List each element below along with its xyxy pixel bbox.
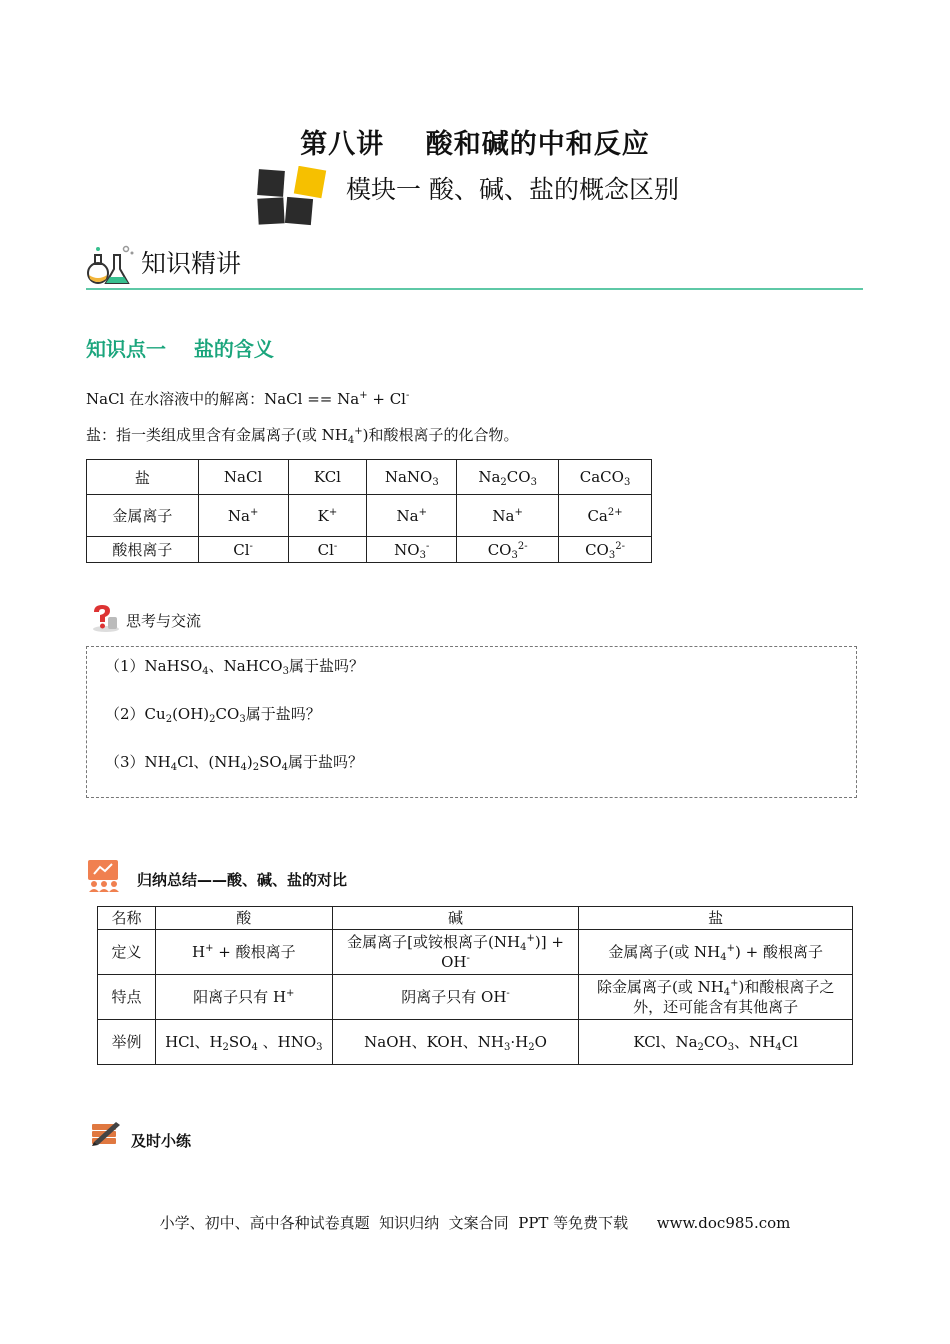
salt-definition: 盐：指一类组成里含有金属离子(或 $NH_4^+$)和酸根离子的化合物。 bbox=[86, 426, 519, 446]
acid-base-salt-table bbox=[97, 906, 853, 1065]
table-header-cell: 名称 bbox=[98, 907, 156, 930]
table-row bbox=[98, 975, 853, 1020]
question-3: $(3)NH_4Cl$、$(NH_4)_2SO_4$属于盐吗？ bbox=[105, 753, 364, 773]
table-row bbox=[98, 930, 853, 975]
table-cell: NaOH、KOH、$NH_3\cdot H_2O$ bbox=[332, 1020, 579, 1065]
question-mark-icon bbox=[88, 603, 120, 633]
flask-icon bbox=[86, 243, 136, 287]
table-cell: Na+ bbox=[367, 495, 457, 537]
table-cell: 阴离子只有 OH- bbox=[332, 975, 579, 1020]
table-header-cell: 碱 bbox=[332, 907, 579, 930]
row-label: 特点 bbox=[98, 975, 156, 1020]
table-header-cell: KCl bbox=[288, 460, 367, 495]
table-cell: Cl- bbox=[288, 537, 367, 563]
module-title: 模块一 酸、碱、盐的概念区别 bbox=[346, 175, 679, 204]
row-label: 举例 bbox=[98, 1020, 156, 1065]
table-cell: 金属离子[或铵根离子$(NH_4^+)$] + OH- bbox=[332, 930, 579, 975]
section-divider bbox=[86, 288, 863, 290]
table-cell: $NO_3^-$ bbox=[367, 537, 457, 563]
row-label: 酸根离子 bbox=[87, 537, 199, 563]
think-discuss-box bbox=[86, 646, 857, 798]
table-cell: K+ bbox=[288, 495, 367, 537]
table-header-cell: $Na_2CO_3$ bbox=[457, 460, 559, 495]
row-label: 定义 bbox=[98, 930, 156, 975]
practice-title: 及时小练 bbox=[131, 1132, 192, 1150]
table-header-cell: NaCl bbox=[198, 460, 288, 495]
lecture-title: 第八讲 酸和碱的中和反应 bbox=[300, 129, 650, 160]
question-2: $(2)Cu_2(OH)_2CO_3$属于盐吗？ bbox=[105, 705, 321, 725]
summary-title: 归纳总结——酸、碱、盐的对比 bbox=[137, 871, 348, 889]
table-row bbox=[87, 495, 652, 537]
table-header-cell: 盐 bbox=[87, 460, 199, 495]
table-cell: 金属离子(或 $NH_4^+$) + 酸根离子 bbox=[579, 930, 853, 975]
table-row bbox=[87, 537, 652, 563]
question-1: （1）NaHSO$_4$、NaHCO$_3$属于盐吗？ bbox=[105, 657, 364, 677]
salt-table bbox=[86, 459, 652, 563]
table-row bbox=[98, 1020, 853, 1065]
module-logo-icon bbox=[256, 166, 328, 228]
table-cell: Cl- bbox=[198, 537, 288, 563]
table-cell: $CO_3^{2-}$ bbox=[457, 537, 559, 563]
pencil-notebook-icon bbox=[90, 1120, 122, 1146]
table-cell: $CO_3^{2-}$ bbox=[559, 537, 652, 563]
table-cell: Na+ bbox=[198, 495, 288, 537]
table-row bbox=[98, 907, 853, 930]
footer: 小学、初中、高中各种试卷真题 知识归纳 文案合同 PPT 等免费下载 www.doc985.com bbox=[159, 1214, 791, 1232]
table-cell: KCl、$Na_2CO_3$、$NH_4Cl$ bbox=[579, 1020, 853, 1065]
table-header-cell: 酸 bbox=[155, 907, 332, 930]
knowledge-point-title: 知识点一 盐的含义 bbox=[86, 337, 274, 361]
section-heading: 知识精讲 bbox=[141, 249, 242, 278]
table-cell: $Ca^{2+}$ bbox=[559, 495, 652, 537]
think-discuss-title: 思考与交流 bbox=[126, 612, 202, 630]
table-cell: HCl、$H_2SO_4$ 、$HNO_3$ bbox=[155, 1020, 332, 1065]
table-header-cell: CaCO$_3$ bbox=[559, 460, 652, 495]
table-row bbox=[87, 460, 652, 495]
row-label: 金属离子 bbox=[87, 495, 199, 537]
summary-board-icon bbox=[86, 858, 120, 892]
table-cell: Na+ bbox=[457, 495, 559, 537]
table-cell: 阳离子只有 H+ bbox=[155, 975, 332, 1020]
ionization-equation: NaCl 在水溶液中的解离：NaCl == Na+ + Cl- bbox=[86, 390, 410, 408]
table-cell: 除金属离子(或 $NH_4^+$)和酸根离子之 外，还可能含有其他离子 bbox=[579, 975, 853, 1020]
table-cell: H+ + 酸根离子 bbox=[155, 930, 332, 975]
table-header-cell: NaNO$_3$ bbox=[367, 460, 457, 495]
table-header-cell: 盐 bbox=[579, 907, 853, 930]
